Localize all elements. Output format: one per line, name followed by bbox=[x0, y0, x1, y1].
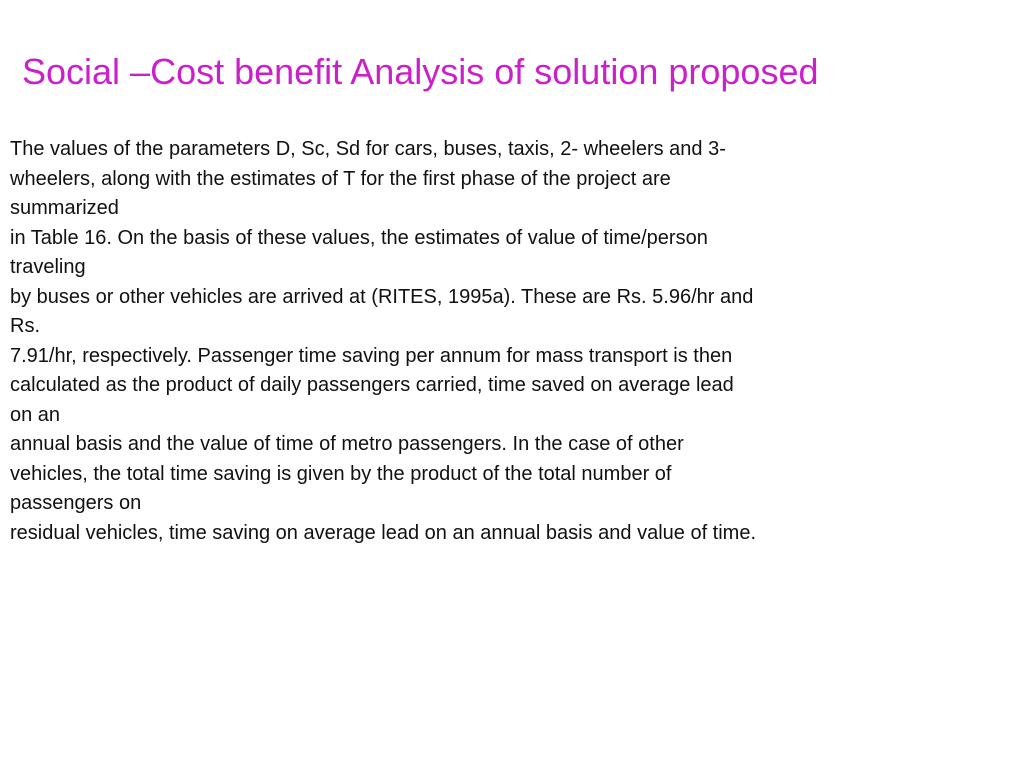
body-line: on an bbox=[10, 403, 61, 426]
body-line: by buses or other vehicles are arrived at (RITES, 1995a). These are Rs. 5.96/hr and bbox=[10, 285, 754, 308]
body-line: The values of the parameters D, Sc, Sd for cars, buses, taxis, 2- wheelers and 3- bbox=[10, 138, 726, 160]
slide-body-text bbox=[10, 135, 756, 548]
body-line: in Table 16. On the basis of these values, the estimates of value of time/person bbox=[10, 226, 708, 249]
body-line: calculated as the product of daily passengers carried, time saved on average lead bbox=[10, 374, 734, 396]
body-line: annual basis and the value of time of metro passengers. In the case of other bbox=[10, 433, 684, 455]
body-line: wheelers, along with the estimates of T for the first phase of the project are bbox=[10, 167, 671, 190]
body-line: vehicles, the total time saving is given by the product of the total number of bbox=[10, 462, 672, 485]
body-line: passengers on bbox=[10, 492, 142, 514]
body-line: residual vehicles, time saving on average lead on an annual basis and value of time. bbox=[10, 521, 757, 544]
body-line: 7.91/hr, respectively. Passenger time saving per annum for mass transport is then bbox=[10, 344, 733, 367]
body-line: summarized bbox=[10, 197, 119, 219]
body-line: Rs. bbox=[10, 315, 40, 337]
body-line: traveling bbox=[10, 256, 86, 278]
slide-title: Social –Cost benefit Analysis of solution proposed bbox=[22, 51, 819, 92]
